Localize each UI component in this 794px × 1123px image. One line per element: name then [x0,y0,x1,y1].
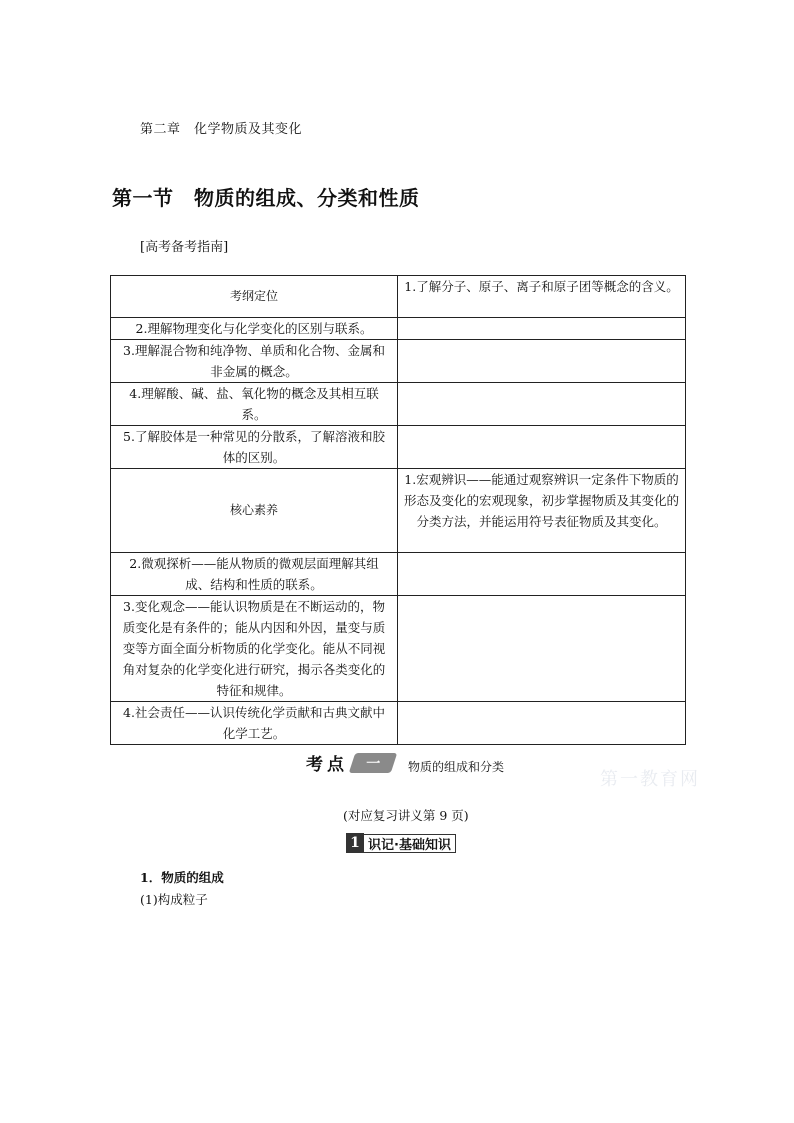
block2-item: 2.微观探析——能从物质的微观层面理解其组成、结构和性质的联系。 [111,553,398,596]
item-heading [140,868,224,886]
item-title: 物质的组成 [161,870,224,885]
section-title: 第一节 物质的组成、分类和性质 [112,186,420,210]
block2-header: 核心素养 [111,469,398,553]
kaodian-number-badge: 一 [349,753,397,773]
block1-first-item: 1.了解分子、原子、离子和原子团等概念的含义。 [398,276,686,318]
block1-item: 3.理解混合物和纯净物、单质和化合物、金属和非金属的概念。 [111,340,398,383]
reference-note: (对应复习讲义第 9 页) [343,808,469,823]
block2-item: 4.社会责任——认识传统化学贡献和古典文献中化学工艺。 [111,702,398,745]
subitem-heading: (1)构成粒子 [140,892,208,907]
table-row [111,426,686,469]
table-row [111,702,686,745]
block2-item: 3.变化观念——能认识物质是在不断运动的，物质变化是有条件的；能从内因和外因，量变与质变等方面全面分析物质的化学变化。能从不同视角对复杂的化学变化进行研究，揭示各类变化的特征和规律。 [111,596,398,702]
block2-first-item: 1.宏观辨识——能通过观察辨识一定条件下物质的形态及变化的宏观现象，初步掌握物质及其变化的分类方法，并能运用符号表征物质及其变化。 [398,469,686,553]
basic-knowledge-banner [346,833,456,853]
kaodian-label: 考点 [306,755,348,775]
block1-header: 考纲定位 [111,276,398,318]
table-row [111,318,686,340]
guide-label: [高考备考指南] [140,240,229,255]
watermark-logo: 第一教育网 [600,769,700,790]
basic-knowledge-label: 识记·基础知识 [364,834,456,853]
chapter-heading: 第二章 化学物质及其变化 [140,122,303,137]
basic-knowledge-number: 1 [346,833,364,853]
item-number: 1． [140,870,162,885]
block1-item: 4.理解酸、碱、盐、氧化物的概念及其相互联系。 [111,383,398,426]
kaodian-heading [306,750,504,775]
block1-item: 2.理解物理变化与化学变化的区别与联系。 [111,318,398,340]
table-row [111,553,686,596]
block1-item: 5.了解胶体是一种常见的分散系，了解溶液和胶体的区别。 [111,426,398,469]
exam-guide-table [110,275,686,745]
table-row [111,596,686,702]
table-row [111,469,686,553]
table-row [111,340,686,383]
kaodian-title: 物质的组成和分类 [408,760,505,774]
table-row [111,383,686,426]
table-row [111,276,686,318]
